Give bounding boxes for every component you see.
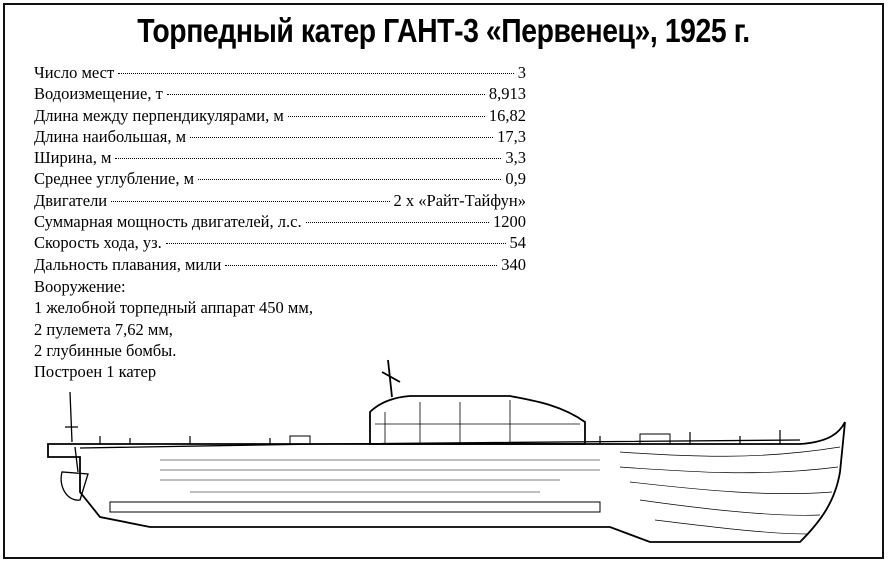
spec-row	[34, 168, 526, 189]
dot-leader	[198, 179, 501, 180]
dot-leader	[225, 265, 497, 266]
spec-value: 54	[509, 233, 526, 253]
dot-leader	[166, 243, 506, 244]
spec-label: Среднее углубление, м	[34, 169, 195, 189]
boat-side-view-drawing	[40, 352, 850, 552]
armament-item: 2 глубинные бомбы.	[34, 340, 177, 360]
spec-row	[34, 211, 526, 232]
spec-value: 8,913	[488, 84, 526, 104]
armament-item: 1 желобной торпедный аппарат 450 мм,	[34, 298, 313, 318]
spec-label: Длина между перпендикулярами, м	[34, 105, 284, 125]
spec-row	[34, 232, 526, 253]
spec-label: Число мест	[34, 63, 115, 82]
spec-label: Суммарная мощность двигателей, л.с.	[34, 212, 302, 232]
armament-heading: Вооружение:	[34, 277, 126, 296]
spec-value: 3,3	[505, 148, 526, 168]
specs-table	[34, 62, 526, 275]
spec-value: 340	[501, 254, 526, 274]
spec-label: Водоизмещение, т	[34, 84, 163, 104]
spec-value: 2 х «Райт-Тайфун»	[393, 190, 526, 210]
dot-leader	[115, 158, 501, 159]
dot-leader	[288, 116, 485, 117]
spec-value: 17,3	[497, 126, 526, 146]
dot-leader	[190, 137, 493, 138]
dot-leader	[306, 222, 489, 223]
spec-row	[34, 126, 526, 147]
armament-item: 2 пулемета 7,62 мм,	[34, 319, 173, 339]
spec-row	[34, 254, 526, 275]
spec-label: Двигатели	[34, 190, 108, 210]
spec-row	[34, 147, 526, 168]
spec-value: 3	[517, 63, 526, 82]
dot-leader	[167, 94, 485, 95]
spec-value: 1200	[493, 212, 526, 232]
built-note: Построен 1 катер	[34, 362, 157, 382]
page-title: Торпедный катер ГАНТ-3 «Первенец», 1925 г.	[137, 12, 750, 49]
spec-label: Ширина, м	[34, 148, 112, 168]
dot-leader	[118, 73, 514, 74]
spec-label: Скорость хода, уз.	[34, 233, 162, 253]
dot-leader	[111, 201, 389, 202]
spec-row	[34, 105, 526, 126]
spec-label: Дальность плавания, мили	[34, 254, 222, 274]
spec-label: Длина наибольшая, м	[34, 126, 187, 146]
spec-value: 16,82	[488, 105, 526, 125]
spec-row	[34, 190, 526, 211]
spec-row	[34, 62, 526, 83]
spec-row	[34, 83, 526, 104]
spec-value: 0,9	[505, 169, 526, 189]
